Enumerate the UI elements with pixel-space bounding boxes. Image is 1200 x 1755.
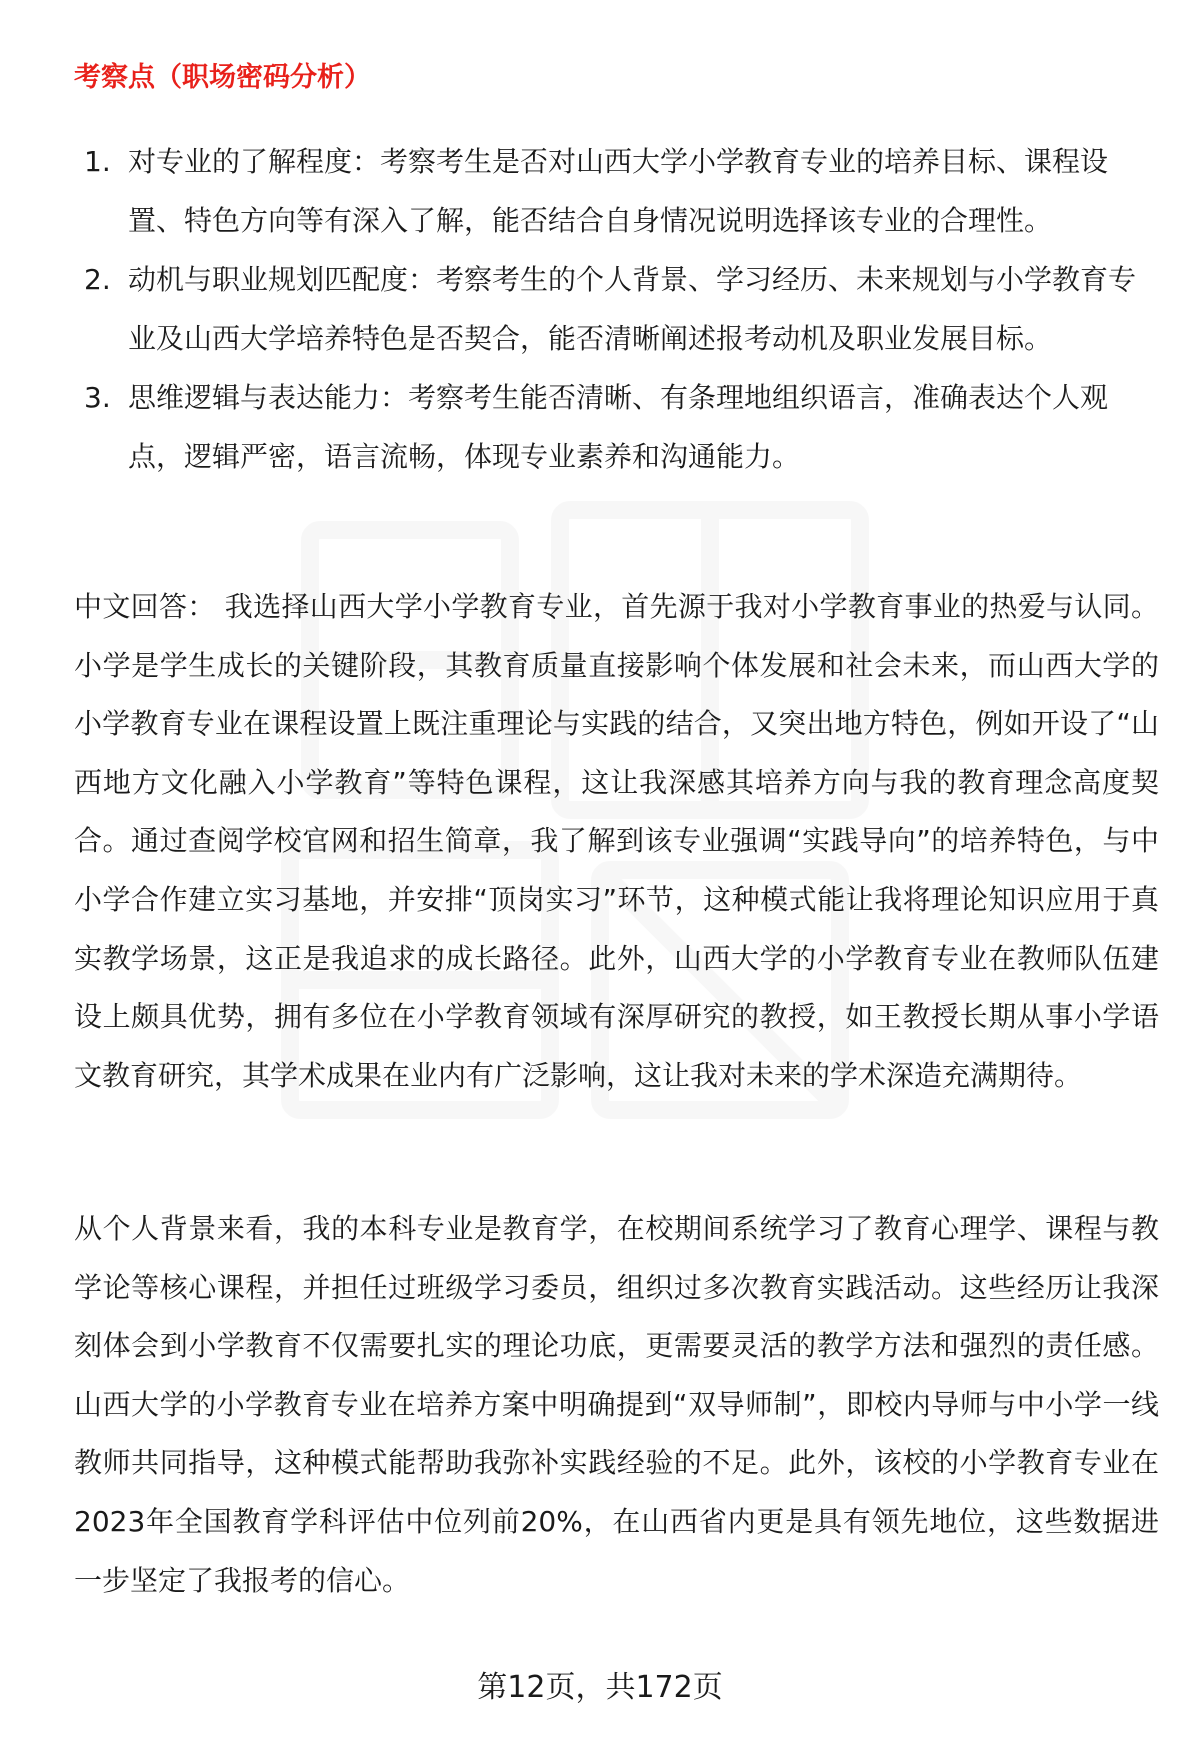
page-number-footer: 第12页，共172页 — [477, 1670, 723, 1705]
assessment-points-list — [74, 132, 1144, 486]
section-title: 考察点（职场密码分析） — [74, 62, 371, 93]
list-item-text: 对专业的了解程度：考察考生是否对山西大学小学教育专业的培养目标、课程设置、特色方向等有深入了解，能否结合自身情况说明选择该专业的合理性。 — [128, 145, 1109, 237]
list-item-number: 1. — [84, 145, 111, 178]
answer-paragraph-1: 中文回答： 我选择山西大学小学教育专业，首先源于我对小学教育事业的热爱与认同。小学是学生成长的关键阶段，其教育质量直接影响个体发展和社会未来，而山西大学的小学教育专业在课程设置上既注重理论与实践的结合，又突出地方特色，例如开设了“山西地方文化融入小学教育”等特色课程，这让我深感其培养方向与我的教育理念高度契合。通过查阅学校官网和招生简章，我了解到该专业强调“实践导向”的培养特色，与中小学合作建立实习基地，并安排“顶岗实习”环节，这种模式能让我将理论知识应用于真实教学场景，这正是我追求的成长路径。此外，山西大学的小学教育专业在教师队伍建设上颇具优势，拥有多位在小学教育领域有深厚研究的教授，如王教授长期从事小学语文教育研究，其学术成果在业内有广泛影响，这让我对未来的学术深造充满期待。 — [74, 590, 1159, 1092]
list-item-text: 思维逻辑与表达能力：考察考生能否清晰、有条理地组织语言，准确表达个人观点，逻辑严密，语言流畅，体现专业素养和沟通能力。 — [128, 381, 1109, 473]
list-item-text: 动机与职业规划匹配度：考察考生的个人背景、学习经历、未来规划与小学教育专业及山西大学培养特色是否契合，能否清晰阐述报考动机及职业发展目标。 — [128, 263, 1137, 355]
list-item — [74, 368, 1144, 486]
list-item — [74, 250, 1144, 368]
list-item — [74, 132, 1144, 250]
list-item-number: 2. — [84, 263, 111, 296]
list-item-number: 3. — [84, 381, 111, 414]
answer-paragraph-2: 从个人背景来看，我的本科专业是教育学，在校期间系统学习了教育心理学、课程与教学论等核心课程，并担任过班级学习委员，组织过多次教育实践活动。这些经历让我深刻体会到小学教育不仅需要扎实的理论功底，更需要灵活的教学方法和强烈的责任感。山西大学的小学教育专业在培养方案中明确提到“双导师制”，即校内导师与中小学一线教师共同指导，这种模式能帮助我弥补实践经验的不足。此外，该校的小学教育专业在2023年全国教育学科评估中位列前20%，在山西省内更是具有领先地位，这些数据进一步坚定了我报考的信心。 — [74, 1212, 1159, 1597]
